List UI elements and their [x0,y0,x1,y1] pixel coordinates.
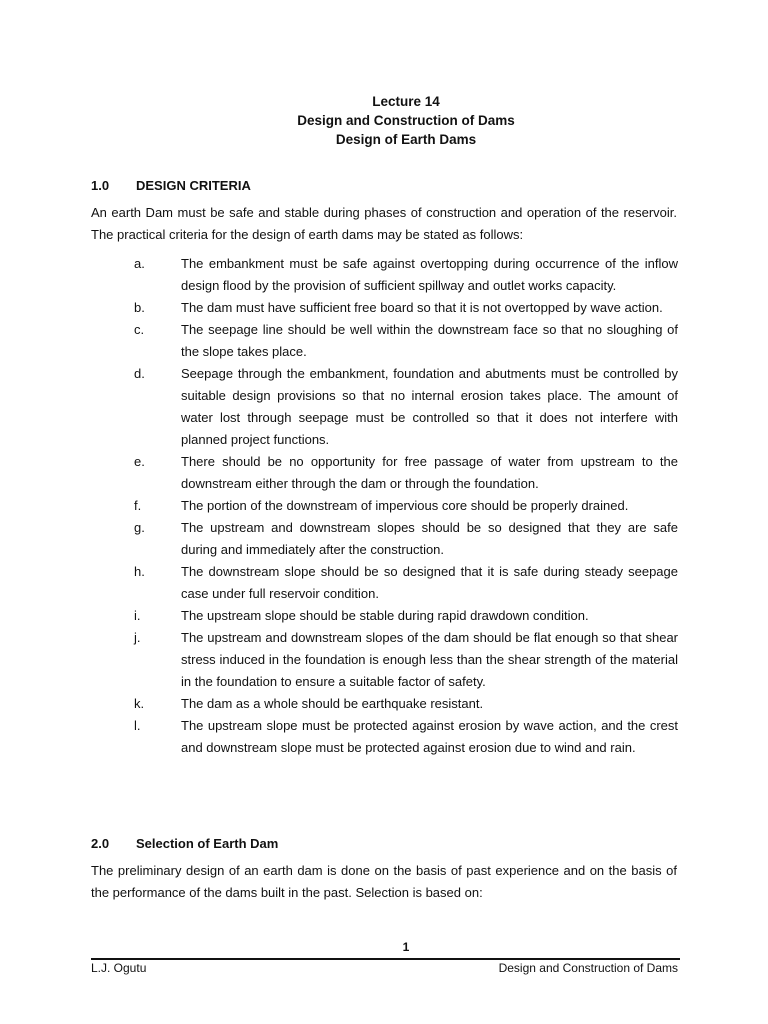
list-item-text: The portion of the downstream of impervious core should be properly drained. [181,498,629,513]
page-number: 1 [402,940,410,954]
list-item-letter: e. [134,454,145,469]
list-item-text: The seepage line should be well within the downstream face so that no sloughing of the slope takes place. [181,322,678,359]
section-1-intro: An earth Dam must be safe and stable during phases of construction and operation of the reservoir. The practical criteria for the design of earth dams may be stated as follows: [91,205,677,242]
lecture-topic: Design of Earth Dams [335,132,477,147]
list-item-text: The embankment must be safe against overtopping during occurrence of the inflow design flood by the provision of sufficient spillway and outlet works capacity. [181,256,678,293]
list-item-text: Seepage through the embankment, foundation and abutments must be controlled by suitable design provisions so that no internal erosion takes place. The amount of water lost through seepage must be controlled so that it does not interfere with planned project functions. [181,366,678,447]
list-item-letter: g. [134,520,145,535]
list-item-text: The downstream slope should be so designed that it is safe during steady seepage case under full reservoir condition. [181,564,678,601]
footer-divider [91,958,680,960]
document-title [0,92,768,149]
list-item [134,517,678,561]
list-item [134,561,678,605]
list-item-letter: j. [134,630,141,645]
list-item-letter: h. [134,564,145,579]
section-1-heading [91,178,251,193]
list-item-text: There should be no opportunity for free passage of water from upstream to the downstream either through the dam or through the foundation. [181,454,678,491]
section-2-intro: The preliminary design of an earth dam is done on the basis of past experience and on the basis of the performance of the dams built in the past. Selection is based on: [91,863,677,900]
list-item-letter: b. [134,300,145,315]
list-item-text: The dam as a whole should be earthquake resistant. [181,696,484,711]
section-title: DESIGN CRITERIA [136,178,251,193]
list-item-letter: f. [134,498,142,513]
footer-author: L.J. Ogutu [91,961,147,975]
list-item-text: The upstream and downstream slopes should be so designed that they are safe during and immediately after the construction. [181,520,678,557]
list-item [134,363,678,451]
list-item-letter: c. [134,322,145,337]
list-item [134,495,678,517]
section-number: 2.0 [91,836,110,851]
section-title: Selection of Earth Dam [136,836,279,851]
design-criteria-list [134,253,678,759]
list-item [134,319,678,363]
list-item [134,715,678,759]
list-item [134,451,678,495]
list-item-letter: i. [134,608,141,623]
list-item [134,627,678,693]
list-item [134,693,678,715]
list-item-text: The upstream slope must be protected against erosion by wave action, and the crest and downstream slope must be protected against erosion due to wind and rain. [181,718,678,755]
section-number: 1.0 [91,178,110,193]
list-item [134,605,678,627]
list-item-letter: l. [134,718,141,733]
list-item-text: The upstream slope should be stable during rapid drawdown condition. [181,608,589,623]
list-item-letter: k. [134,696,145,711]
course-title: Design and Construction of Dams [297,113,515,128]
lecture-number: Lecture 14 [372,94,440,109]
section-2-heading [91,836,278,851]
list-item-letter: d. [134,366,145,381]
list-item [134,297,678,319]
list-item [134,253,678,297]
list-item-text: The upstream and downstream slopes of the dam should be flat enough so that shear stress induced in the foundation is enough less than the shear strength of the material in the foundation to ensure a suitable factor of safety. [181,630,678,689]
list-item-text: The dam must have sufficient free board so that it is not overtopped by wave action. [181,300,663,315]
footer-course-title: Design and Construction of Dams [498,961,678,975]
list-item-letter: a. [134,256,145,271]
